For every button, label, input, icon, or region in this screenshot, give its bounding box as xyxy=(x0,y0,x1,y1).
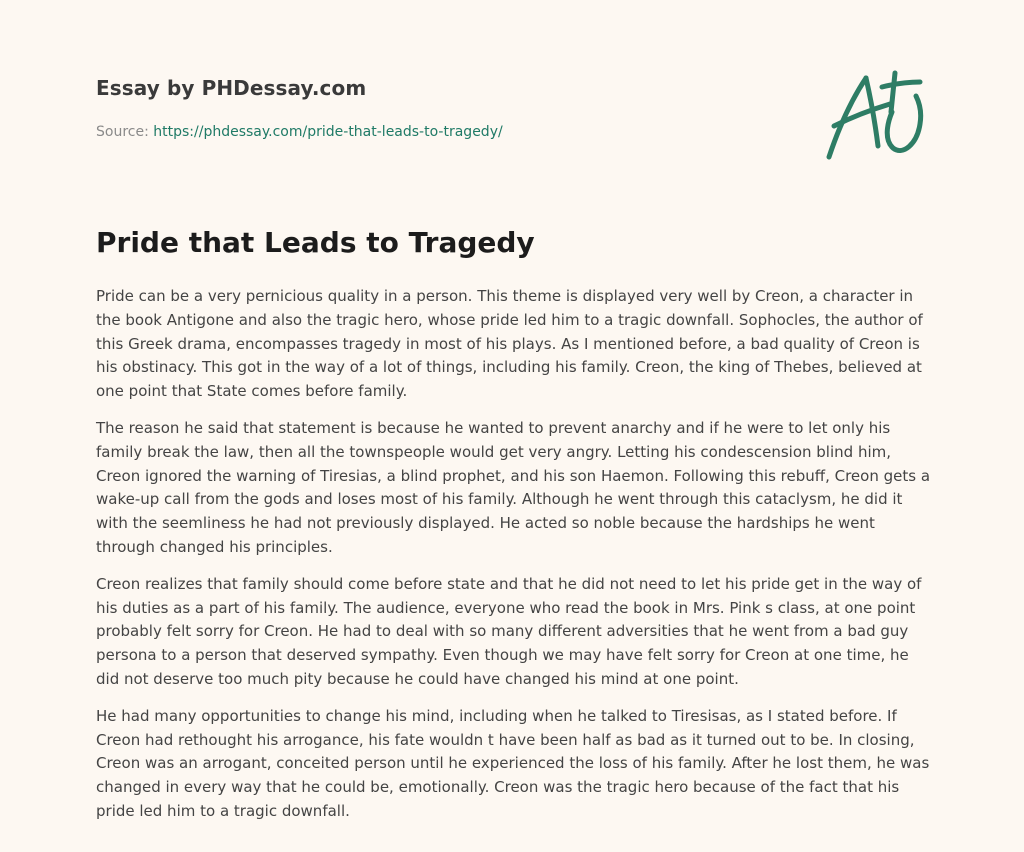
a-plus-logo xyxy=(824,66,926,166)
essay-paragraph: Creon realizes that family should come before state and that he did not need to let his pride get in the way of his duties as a part of his family. The audience, everyone who read the book in Mrs. Pink s class, at one point probably felt sorry for Creon. He had to deal with so many different adversities that he went from a bad guy persona to a person that deserved sympathy. Even though we may have felt sorry for Creon at one time, he did not deserve too much pity because he could have changed his mind at one point. xyxy=(96,574,922,688)
source-label: Source: xyxy=(96,124,154,140)
essay-paragraph: The reason he said that statement is because he wanted to prevent anarchy and if he were to let only his family break the law, then all the townspeople would get very angry. Letting his condescension blind him, Creon ignored the warning of Tiresias, a blind prophet, and his son Haemon. Following this rebuff, Creon gets a wake-up call from the gods and loses most of his family. Although he went through this cataclysm, he did it with the seemliness he had not previously displayed. He acted so noble because the hardships he went through changed his principles. xyxy=(96,418,931,556)
source-line xyxy=(96,124,503,140)
essay-title: Pride that Leads to Tragedy xyxy=(96,226,535,259)
essay-paragraph: Pride can be a very pernicious quality in a person. This theme is displayed very well by Creon, a character in the book Antigone and also the tragic hero, whose pride led him to a tragic downfall. Sophocles, the author of this Greek drama, encompasses tragedy in most of his plays. As I mentioned before, a bad quality of Creon is his obstinacy. This got in the way of a lot of things, including his family. Creon, the king of Thebes, believed at one point that State comes before family. xyxy=(96,287,923,401)
site-title: Essay by PHDessay.com xyxy=(96,76,367,100)
essay-paragraph: He had many opportunities to change his mind, including when he talked to Tiresisas, as I stated before. If Creon had rethought his arrogance, his fate wouldn t have been half as bad as it turned out to be. In closing, Creon was an arrogant, conceited person until he experienced the loss of his family. After he lost them, he was changed in every way that he could be, emotionally. Creon was the tragic hero because of the fact that his pride led him to a tragic downfall. xyxy=(96,706,930,820)
source-link[interactable]: https://phdessay.com/pride-that-leads-to-tragedy/ xyxy=(153,124,503,140)
essay-body xyxy=(96,285,932,837)
essay-page xyxy=(96,0,931,852)
